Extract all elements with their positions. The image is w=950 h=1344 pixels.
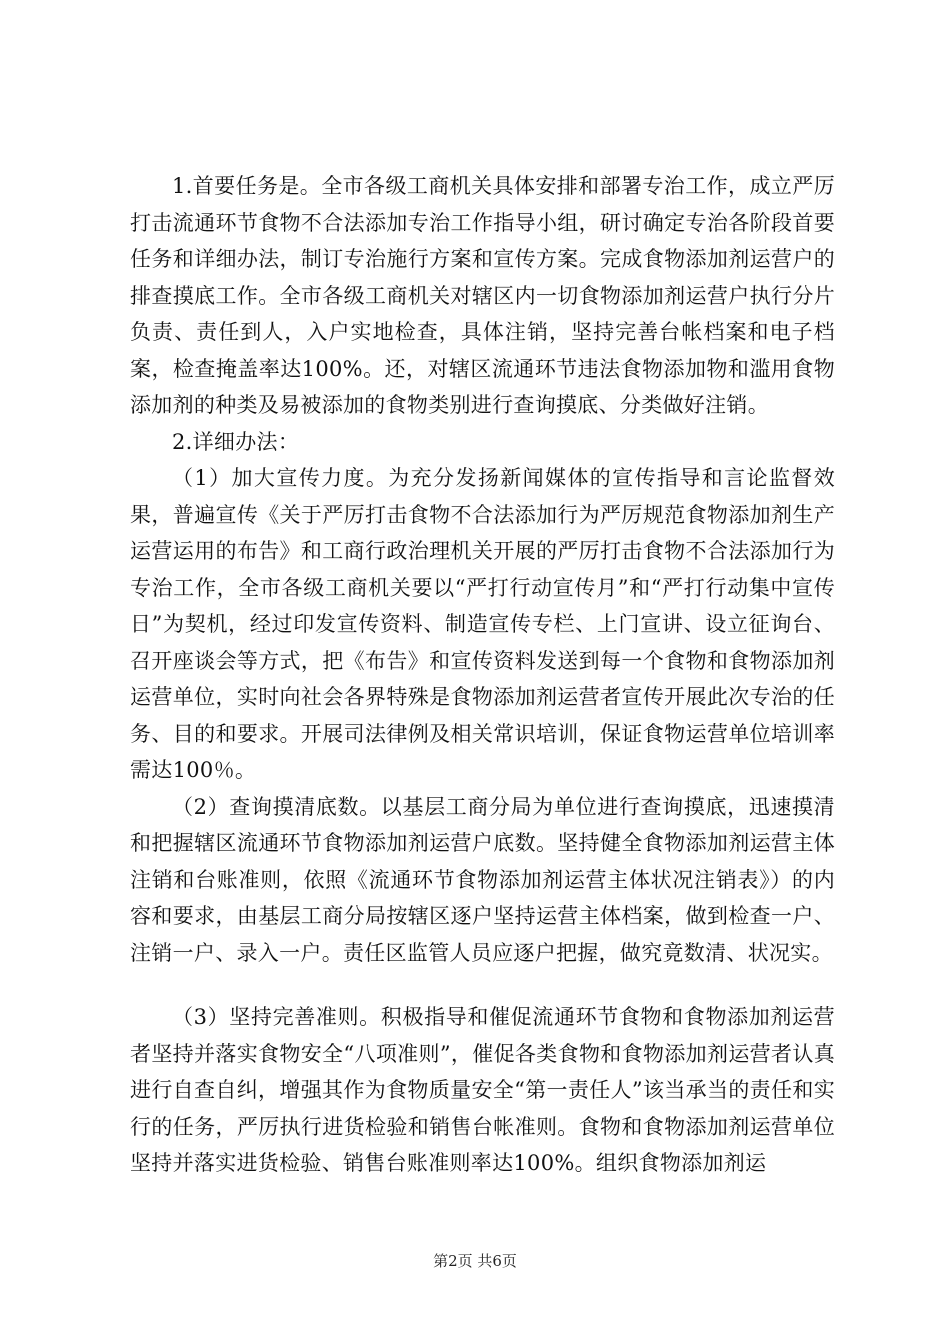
document-body — [130, 168, 835, 1182]
paragraph-rules: （3）坚持完善准则。积极指导和催促流通环节食物和食物添加剂运营者坚持并落实食物安全“八项准则”，催促各类食物和食物添加剂运营者认真进行自查自纠，增强其作为食物质量安全“第一责任人”该当承当的责任和实行的任务，严厉执行进货检验和销售台帐准则。食物和食物添加剂运营单位坚持并落实进货检验、销售台账准则率达100%。组织食物添加剂运 — [130, 1005, 835, 1175]
paragraph-primary-task: 1.首要任务是。全市各级工商机关具体安排和部署专治工作，成立严厉打击流通环节食物不合法添加专治工作指导小组，研讨确定专治各阶段首要任务和详细办法，制订专治施行方案和宣传方案。完成食物添加剂运营户的排查摸底工作。全市各级工商机关对辖区内一切食物添加剂运营户执行分片负责、责任到人，入户实地检查，具体注销，坚持完善台帐档案和电子档案，检查掩盖率达100%。还，对辖区流通环节违法食物添加物和滥用食物添加剂的种类及易被添加的食物类别进行查询摸底、分类做好注销。 — [130, 174, 835, 417]
paragraph-survey: （2）查询摸清底数。以基层工商分局为单位进行查询摸底，迅速摸清和把握辖区流通环节食物添加剂运营户底数。坚持健全食物添加剂运营主体注销和台账准则，依照《流通环节食物添加剂运营主体状况注销表》）的内容和要求，由基层工商分局按辖区逐户坚持运营主体档案，做到检查一户、注销一户、录入一户。责任区监管人员应逐户把握，做究竟数清、状况实。 — [130, 794, 835, 965]
paragraph-publicity: （1）加大宣传力度。为充分发扬新闻媒体的宣传指导和言论监督效果，普遍宣传《关于严厉打击食物不合法添加行为严厉规范食物添加剂生产运营运用的布告》和工商行政治理机关开展的严厉打击食物不合法添加行为专治工作，全市各级工商机关要以“严打行动宣传月”和“严打行动集中宣传日”为契机，经过印发宣传资料、制造宣传专栏、上门宣讲、设立征询台、召开座谈会等方式，把《布告》和宣传资料发送到每一个食物和食物添加剂运营单位，实时向社会各界特殊是食物添加剂运营者宣传开展此次专治的任务、目的和要求。开展司法律例及相关常识培训，保证食物运营单位培训率需达100％。 — [130, 466, 835, 782]
paragraph-detailed-measures-heading: 2.详细办法： — [172, 429, 300, 454]
page-footer: 第2页 共6页 — [433, 1252, 517, 1270]
